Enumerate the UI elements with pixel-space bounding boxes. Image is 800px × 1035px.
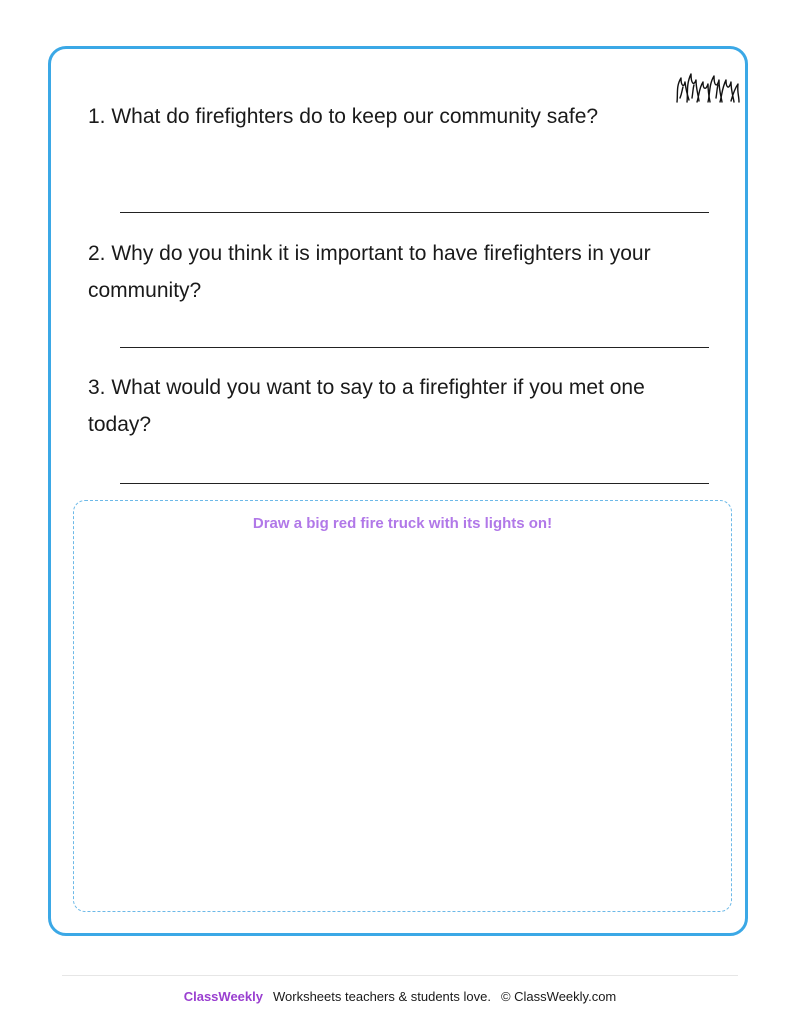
question-3: 3. What would you want to say to a firefighter if you met one today? (88, 376, 645, 436)
footer (0, 989, 800, 1004)
question-1: 1. What do firefighters do to keep our community safe? (88, 105, 599, 128)
drawing-prompt: Draw a big red fire truck with its lights on! (252, 515, 553, 532)
footer-tagline: Worksheets teachers & students love. (272, 989, 491, 1004)
footer-divider (62, 975, 738, 976)
question-2: 2. Why do you think it is important to have firefighters in your community? (88, 242, 651, 302)
answer-line-1[interactable] (120, 212, 709, 213)
answer-line-3[interactable] (120, 483, 709, 484)
footer-copyright: © ClassWeekly.com (500, 989, 617, 1004)
footer-brand: ClassWeekly (183, 989, 263, 1004)
answer-line-2[interactable] (120, 347, 709, 348)
drawing-area[interactable] (73, 500, 732, 912)
